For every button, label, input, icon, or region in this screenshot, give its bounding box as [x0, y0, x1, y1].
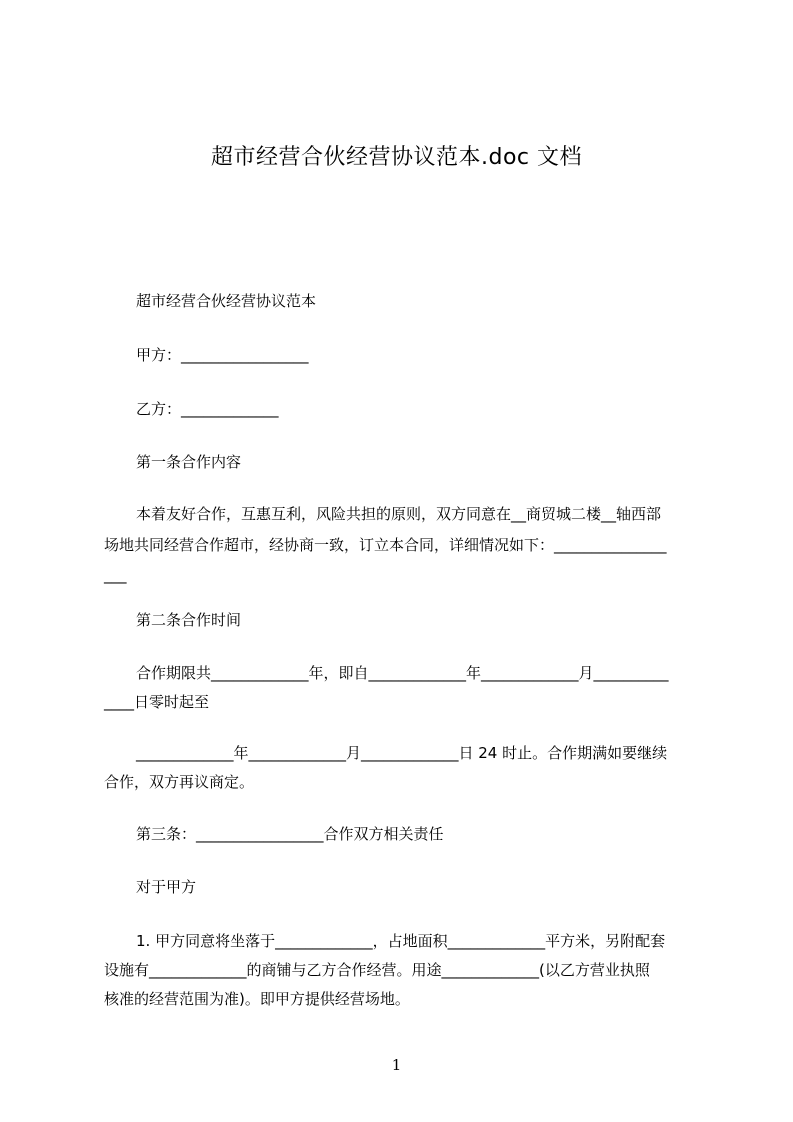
- article-1-title: 第一条合作内容: [136, 453, 242, 471]
- article-2-title: 第二条合作时间: [136, 611, 242, 629]
- article-1-paragraph-line: 场地共同经营合作超市，经协商一致，订立本合同，详细情况如下：_______________: [104, 536, 667, 554]
- page-number: 1: [391, 1056, 402, 1074]
- party-b-line: 乙方：_____________: [136, 400, 279, 418]
- party-a-line: 甲方：_________________: [136, 346, 309, 364]
- party-a-responsibility-heading: 对于甲方: [136, 878, 197, 896]
- article-2-paragraph-line: 合作，双方再议商定。: [104, 773, 255, 791]
- clause-1-line: 核准的经营范围为准)。即甲方提供经营场地。: [104, 990, 410, 1008]
- article-1-paragraph-line: 本着友好合作，互惠互利，风险共担的原则，双方同意在__商贸城二楼__轴西部: [136, 505, 662, 523]
- article-2-paragraph-line: ____日零时起至: [104, 693, 210, 711]
- article-2-paragraph-line: _____________年_____________月_____________日 24 时止。合作期满如要继续: [136, 744, 668, 762]
- article-1-paragraph-line: ___: [104, 566, 127, 584]
- clause-1-line: 1. 甲方同意将坐落于_____________，占地面积_____________平方米，另附配套: [136, 932, 666, 950]
- article-3-title: 第三条：_________________合作双方相关责任: [136, 825, 444, 843]
- article-2-paragraph-line: 合作期限共_____________年，即自_____________年_____________月__________: [136, 664, 669, 682]
- clause-1-line: 设施有_____________的商铺与乙方合作经营。用途_____________(以乙方营业执照: [104, 961, 650, 979]
- agreement-heading: 超市经营合伙经营协议范本: [136, 292, 317, 310]
- document-title: 超市经营合伙经营协议范本.doc 文档: [210, 145, 582, 170]
